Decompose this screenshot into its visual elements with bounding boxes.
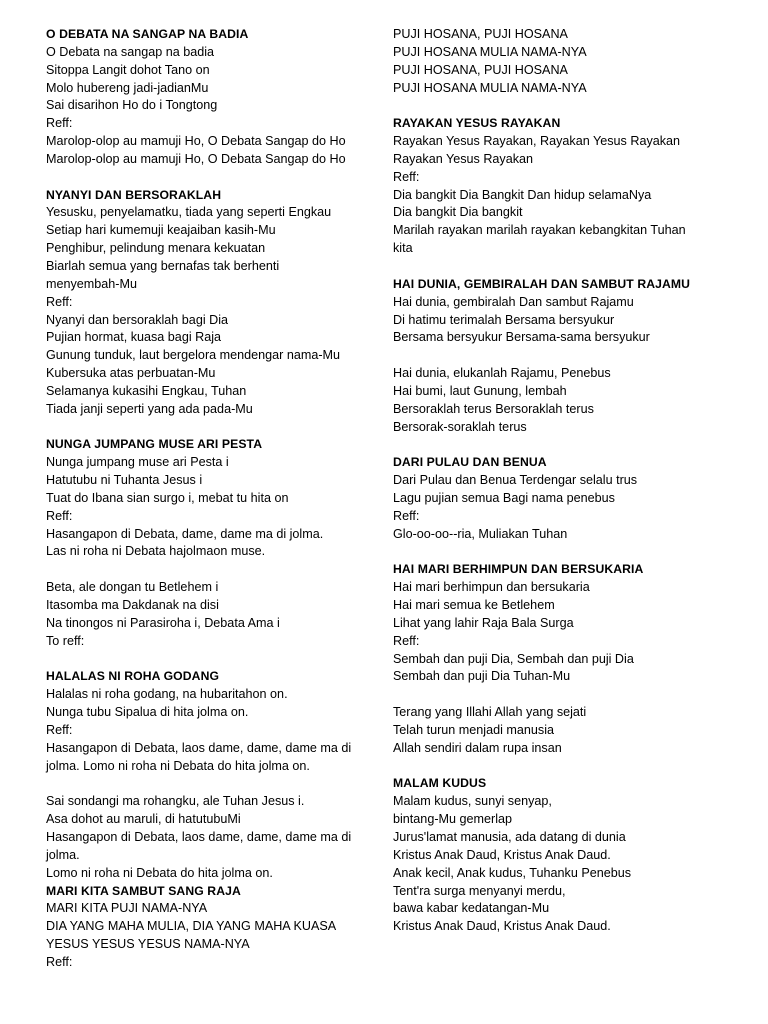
section-gap <box>393 758 733 776</box>
stanza-break <box>393 347 733 365</box>
lyric-line: Hai dunia, elukanlah Rajamu, Penebus <box>393 366 611 381</box>
lyric-line: Halalas ni roha godang, na hubaritahon on. <box>46 687 288 702</box>
lyric-line: Marolop-olop au mamuji Ho, O Debata Sangap do Ho <box>46 151 346 166</box>
lyric-line: Dari Pulau dan Benua Terdengar selalu trus <box>393 473 638 488</box>
lyric-line: Sai sondangi ma rohangku, ale Tuhan Jesus i. <box>46 794 305 809</box>
section-gap <box>393 97 733 115</box>
lyric-line: YESUS YESUS YESUS NAMA-NYA <box>46 937 250 952</box>
lyric-line: Pujian hormat, kuasa bagi Raja <box>46 330 222 345</box>
left-column <box>46 26 386 972</box>
song-section-rayakan-yesus-rayakan <box>393 115 733 258</box>
right-column <box>393 26 733 936</box>
lyric-line: bawa kabar kedatangan-Mu <box>393 901 550 916</box>
lyric-line: Bersorak-soraklah terus <box>393 419 527 434</box>
song-title: HAI MARI BERHIMPUN DAN BERSUKARIA <box>393 562 644 577</box>
song-title: HAI DUNIA, GEMBIRALAH DAN SAMBUT RAJAMU <box>393 276 691 291</box>
lyric-line: Dia bangkit Dia bangkit <box>393 205 523 220</box>
section-gap <box>46 169 386 187</box>
lyric-line: Bersoraklah terus Bersoraklah terus <box>393 401 594 416</box>
lyric-line: Hatutubu ni Tuhanta Jesus i <box>46 473 203 488</box>
song-section-dari-pulau-dan-benua <box>393 454 733 543</box>
lyric-line: Las ni roha ni Debata hajolmaon muse. <box>46 544 266 559</box>
section-gap <box>393 543 733 561</box>
refrain-label: Reff: <box>46 294 73 309</box>
lyric-line: Setiap hari kumemuji keajaiban kasih-Mu <box>46 223 276 238</box>
lyric-line: Bersama bersyukur Bersama-sama bersyukur <box>393 330 650 345</box>
lyric-line: Lihat yang lahir Raja Bala Surga <box>393 615 574 630</box>
lyric-line: MARI KITA PUJI NAMA-NYA <box>46 901 208 916</box>
section-gap <box>393 436 733 454</box>
lyric-line: bintang-Mu gemerlap <box>393 812 513 827</box>
lyric-line: Hasangapon di Debata, dame, dame ma di jolma. <box>46 526 324 541</box>
lyric-line: DIA YANG MAHA MULIA, DIA YANG MAHA KUASA <box>46 919 337 934</box>
lyric-line: Lagu pujian semua Bagi nama penebus <box>393 490 615 505</box>
song-title: RAYAKAN YESUS RAYAKAN <box>393 116 561 131</box>
lyric-line: PUJI HOSANA MULIA NAMA-NYA <box>393 80 587 95</box>
lyric-line: Rayakan Yesus Rayakan <box>393 151 534 166</box>
lyric-line: Kubersuka atas perbuatan-Mu <box>46 366 216 381</box>
lyric-line: Malam kudus, sunyi senyap, <box>393 794 552 809</box>
lyric-line: jolma. <box>46 847 80 862</box>
lyric-line: Marolop-olop au mamuji Ho, O Debata Sangap do Ho <box>46 134 346 149</box>
lyric-line: Glo-oo-oo--ria, Muliakan Tuhan <box>393 526 568 541</box>
song-section-o-debata-na-sangap-na-badia <box>46 26 386 169</box>
lyric-line: Anak kecil, Anak kudus, Tuhanku Penebus <box>393 865 632 880</box>
lyric-line: Biarlah semua yang bernafas tak berhenti <box>46 258 280 273</box>
refrain-label: To reff: <box>46 633 85 648</box>
lyric-line: menyembah-Mu <box>46 276 137 291</box>
lyric-line: Molo hubereng jadi-jadianMu <box>46 80 209 95</box>
lyric-line: PUJI HOSANA, PUJI HOSANA <box>393 62 568 77</box>
lyric-line: PUJI HOSANA MULIA NAMA-NYA <box>393 44 587 59</box>
refrain-label: Reff: <box>46 116 73 131</box>
lyric-line: Nunga jumpang muse ari Pesta i <box>46 455 229 470</box>
lyric-line: Nunga tubu Sipalua di hita jolma on. <box>46 705 249 720</box>
stanza-break <box>46 561 386 579</box>
lyric-line: jolma. Lomo ni roha ni Debata do hita jolma on. <box>46 758 310 773</box>
lyric-line: Allah sendiri dalam rupa insan <box>393 740 562 755</box>
section-gap <box>393 258 733 276</box>
lyric-line: Kristus Anak Daud, Kristus Anak Daud. <box>393 919 611 934</box>
song-section-nunga-jumpang-muse-ari-pesta <box>46 436 386 650</box>
song-title: O DEBATA NA SANGAP NA BADIA <box>46 27 249 41</box>
lyric-line: Asa dohot au maruli, di hatutubuMi <box>46 812 241 827</box>
lyric-line: Tiada janji seperti yang ada pada-Mu <box>46 401 253 416</box>
lyric-line: Jurus'lamat manusia, ada datang di dunia <box>393 829 626 844</box>
lyric-line: Nyanyi dan bersoraklah bagi Dia <box>46 312 229 327</box>
lyric-line: Hasangapon di Debata, laos dame, dame, dame ma di <box>46 829 352 844</box>
lyric-line: Sitoppa Langit dohot Tano on <box>46 62 210 77</box>
lyric-line: Beta, ale dongan tu Betlehem i <box>46 580 219 595</box>
lyric-line: Dia bangkit Dia Bangkit Dan hidup selamaNya <box>393 187 652 202</box>
lyric-line: Tuat do Ibana sian surgo i, mebat tu hita on <box>46 490 289 505</box>
song-title: DARI PULAU DAN BENUA <box>393 455 547 470</box>
lyric-line: Gunung tunduk, laut bergelora mendengar nama-Mu <box>46 348 341 363</box>
lyric-line: Sai disarihon Ho do i Tongtong <box>46 98 218 113</box>
song-title: NUNGA JUMPANG MUSE ARI PESTA <box>46 437 263 452</box>
lyric-line: Itasomba ma Dakdanak na disi <box>46 598 219 612</box>
lyric-line: PUJI HOSANA, PUJI HOSANA <box>393 27 568 41</box>
refrain-label: Reff: <box>46 722 73 737</box>
song-section-mari-kita-sambut-sang-raja <box>46 883 386 972</box>
refrain-label: Reff: <box>393 169 420 184</box>
lyric-line: Tent'ra surga menyanyi merdu, <box>393 883 566 898</box>
lyric-line: Lomo ni roha ni Debata do hita jolma on. <box>46 865 273 880</box>
song-title: MALAM KUDUS <box>393 776 487 791</box>
lyric-line: Kristus Anak Daud, Kristus Anak Daud. <box>393 847 611 862</box>
lyric-line: Rayakan Yesus Rayakan, Rayakan Yesus Rayakan <box>393 134 681 149</box>
song-title: HALALAS NI ROHA GODANG <box>46 669 220 684</box>
refrain-label: Reff: <box>393 508 420 523</box>
song-section-continued <box>393 26 733 97</box>
stanza-break <box>46 775 386 793</box>
lyric-line: Hai bumi, laut Gunung, lembah <box>393 383 567 398</box>
refrain-label: Reff: <box>393 633 420 648</box>
lyric-line: Hai dunia, gembiralah Dan sambut Rajamu <box>393 294 634 309</box>
lyric-line: Penghibur, pelindung menara kekuatan <box>46 241 266 256</box>
song-section-malam-kudus <box>393 775 733 936</box>
lyric-line: Na tinongos ni Parasiroha i, Debata Ama i <box>46 615 280 630</box>
lyric-line: Hai mari semua ke Betlehem <box>393 598 555 612</box>
song-section-hai-mari-berhimpun-dan-bersukaria <box>393 561 733 757</box>
refrain-label: Reff: <box>46 508 73 523</box>
lyric-line: Marilah rayakan marilah rayakan kebangkitan Tuhan <box>393 223 686 238</box>
song-title: MARI KITA SAMBUT SANG RAJA <box>46 883 241 898</box>
section-gap <box>46 651 386 669</box>
stanza-break <box>393 686 733 704</box>
lyric-line: Terang yang Illahi Allah yang sejati <box>393 705 587 720</box>
lyric-line: Sembah dan puji Dia, Sembah dan puji Dia <box>393 651 634 666</box>
lyric-line: Sembah dan puji Dia Tuhan-Mu <box>393 669 571 684</box>
lyric-line: Yesusku, penyelamatku, tiada yang seperti Engkau <box>46 205 332 220</box>
lyric-line: O Debata na sangap na badia <box>46 44 215 59</box>
song-section-halalas-ni-roha-godang <box>46 668 386 882</box>
lyric-line: Hai mari berhimpun dan bersukaria <box>393 580 590 595</box>
lyric-line: Selamanya kukasihi Engkau, Tuhan <box>46 383 247 398</box>
lyric-line: kita <box>393 241 413 256</box>
refrain-label: Reff: <box>46 954 73 969</box>
lyric-line: Di hatimu terimalah Bersama bersyukur <box>393 312 615 327</box>
song-section-hai-dunia-gembiralah-dan-sambut-rajamu <box>393 276 733 437</box>
lyric-line: Telah turun menjadi manusia <box>393 722 555 737</box>
song-title: NYANYI DAN BERSORAKLAH <box>46 187 222 202</box>
section-gap <box>46 419 386 437</box>
lyric-line: Hasangapon di Debata, laos dame, dame, dame ma di <box>46 740 352 755</box>
song-section-nyanyi-dan-bersoraklah <box>46 187 386 419</box>
